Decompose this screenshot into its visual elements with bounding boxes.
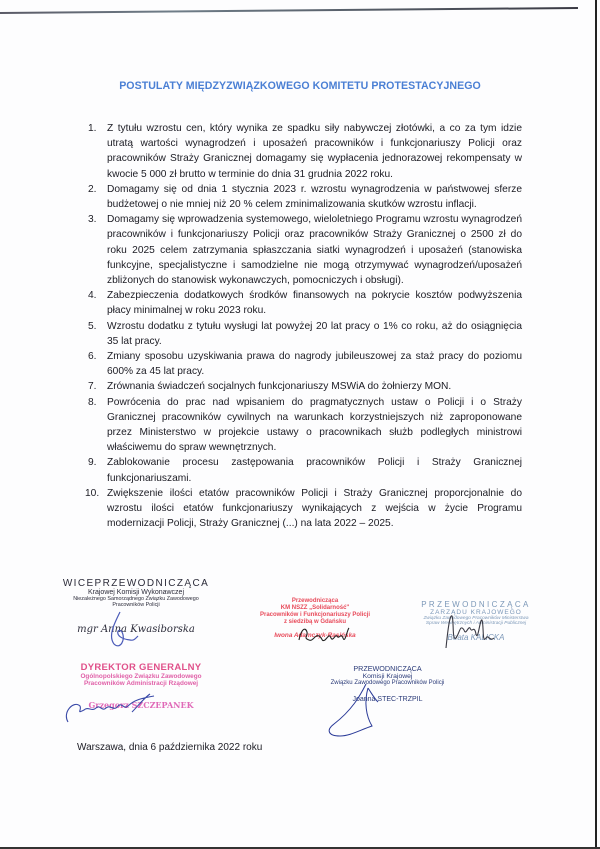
signature-heading: Przewodnicząca	[291, 598, 339, 604]
demand-number: 9.	[88, 457, 97, 469]
demand-number: 6.	[88, 351, 97, 363]
signature-org-line: Związku Zawodowego Pracowników Policji	[330, 680, 445, 686]
demand-text: Zmiany sposobu uzyskiwania prawa do nagrody jubileuszowej za staż pracy do poziomu 600% za 45 lat pracy.	[107, 351, 522, 378]
demand-text: Z tytułu wzrostu cen, który wynika ze spadku siły nabywczej złotówki, a co za tym idzie utratą wartości wynagrodzeń i uposażeń pracowników i funkcjonariuszy Policji oraz pracowników Straży Granicznej domagamy się wypłacenia jednorazowej rekompensaty w kwocie 5 000 zł brutto w terminie do dnia 31 grudnia 2022 roku.	[107, 123, 522, 180]
demand-item	[88, 319, 522, 349]
signature-org-line: ZARZĄDU KRAJOWEGO	[430, 609, 522, 616]
signature-org-line: Ogólnopolskiego Związku Zawodowego	[80, 673, 202, 680]
signature-name: Beata KALICKA	[447, 633, 505, 642]
scan-edge-right	[595, 0, 597, 849]
demand-item	[88, 212, 522, 288]
signature-heading: PRZEWODNICZĄCA	[421, 600, 531, 609]
demand-item	[88, 288, 522, 318]
demand-item	[85, 486, 522, 532]
signature-block-director-general	[46, 662, 236, 710]
demand-text: Powrócenia do prac nad wpisaniem do pragmatycznych ustaw o Policji i o Straży Granicznej pracowników cywilnych na warunkach korzystniejszych niż zaproponowane przez Ministerstwo w projekcie ustawy o pracownikach służb podległych ministrowi właściwemu do spraw wewnętrznych.	[107, 396, 522, 454]
signature-name: Grzegorz SZCZEPANEK	[88, 700, 194, 710]
demand-text: Zrównania świadczeń socjalnych funkcjonariuszy MSWiA do żołnierzy MON.	[107, 381, 452, 393]
demand-text: Domagamy się wprowadzenia systemowego, wieloletniego Programu wzrostu wynagrodzeń pracowników i funkcjonariuszy Policji oraz pracowników Straży Granicznej o 2500 zł do roku 2025 celem zatrzymania spłaszczania siatki wynagrodzeń i uposażeń (stanowiska funkcyjne, specjalistyczne i samodzielne nie mogą otrzymywać wynagrodzeń/uposażeń zbliżonych do stanowisk wykonawczych, pomocniczych i obsługi).	[107, 214, 522, 287]
demand-number: 5.	[88, 320, 97, 332]
demand-item	[88, 349, 522, 379]
demand-text: Zabezpieczenia dodatkowych środków finansowych na pokrycie kosztów podwyższenia płacy minimalnej w roku 2023 roku.	[107, 290, 522, 317]
demand-number: 2.	[88, 183, 97, 195]
demand-number: 4.	[88, 290, 97, 302]
demand-text: Zablokowanie procesu zastępowania pracowników Policji i Straży Granicznej funkcjonariuszami.	[107, 457, 522, 484]
demand-number: 7.	[88, 381, 97, 393]
signature-org-line: Związku Zawodowego Pracowników Ministerstwa	[423, 616, 529, 621]
demands-list	[85, 121, 522, 531]
scan-edge-top	[0, 7, 578, 14]
demand-item	[88, 379, 522, 394]
demand-number: 3.	[88, 214, 97, 226]
signature-org-line: Spraw Wewnętrznych i Administracji Publicznej	[425, 621, 527, 626]
demand-text: Zwiększenie ilości etatów pracowników Policji i Straży Granicznej proporcjonalnie do wzrostu ilości etatów funkcjonariuszy wynikających z wejścia w życie Programu modernizacji Policji, Straży Granicznej (...) na lata 2022 – 2025.	[107, 487, 522, 530]
signature-block-vice-chair	[46, 578, 226, 635]
signature-org-line: Niezależnego Samorządnego Związku Zawodowego	[73, 596, 199, 602]
signature-name: mgr Anna Kwasiborska	[77, 624, 195, 635]
demand-item	[88, 182, 522, 212]
signature-name: Iwona Adamczyk-Rasińska	[274, 632, 356, 639]
signature-org-line: Pracowników Administracji Rządowej	[83, 680, 199, 687]
demand-text: Domagamy się od dnia 1 stycznia 2023 r. wzrostu wynagrodzenia w państwowej sferze budżetowej o nie mniej niż 20 % celem zminimalizowania skutków wzrostu inflacji.	[107, 183, 522, 211]
signature-org-line: Pracowników Policji	[112, 602, 160, 608]
demand-number: 10.	[85, 487, 100, 499]
signature-name: Joanna STEC-TRZPIL	[352, 696, 423, 703]
demand-item	[88, 395, 522, 456]
signature-org-line: Krajowej Komisji Wykonawczej	[87, 589, 185, 596]
signature-org-line: z siedzibą w Gdańsku	[283, 619, 346, 625]
signature-org-line: KM NSZZ „Solidarność"	[280, 605, 350, 611]
signature-block-solidarnosc	[250, 598, 380, 639]
demand-item	[88, 455, 522, 485]
place-and-date: Warszawa, dnia 6 października 2022 roku	[77, 742, 263, 753]
demand-item	[88, 121, 522, 182]
signature-org-line: Komisji Krajowej	[362, 673, 413, 680]
signature-heading: DYREKTOR GENERALNY	[80, 662, 202, 673]
signature-heading: WICEPRZEWODNICZĄCA	[62, 578, 210, 589]
document-title: POSTULATY MIĘDZYZWIĄZKOWEGO KOMITETU PROTESTACYJNEGO	[119, 80, 481, 92]
signature-block-police-workers-union	[300, 664, 475, 703]
demand-number: 1.	[88, 123, 97, 134]
signature-block-ministry-union	[396, 600, 556, 642]
demand-number: 8.	[88, 396, 97, 408]
signature-org-line: Pracowników i Funkcjonariuszy Policji	[259, 612, 371, 618]
demand-text: Wzrostu dodatku z tytułu wysługi lat powyżej 20 lat pracy o 1% co roku, aż do osiągnięcia 35 lat pracy.	[107, 320, 522, 347]
signature-heading: PRZEWODNICZĄCA	[353, 664, 422, 673]
